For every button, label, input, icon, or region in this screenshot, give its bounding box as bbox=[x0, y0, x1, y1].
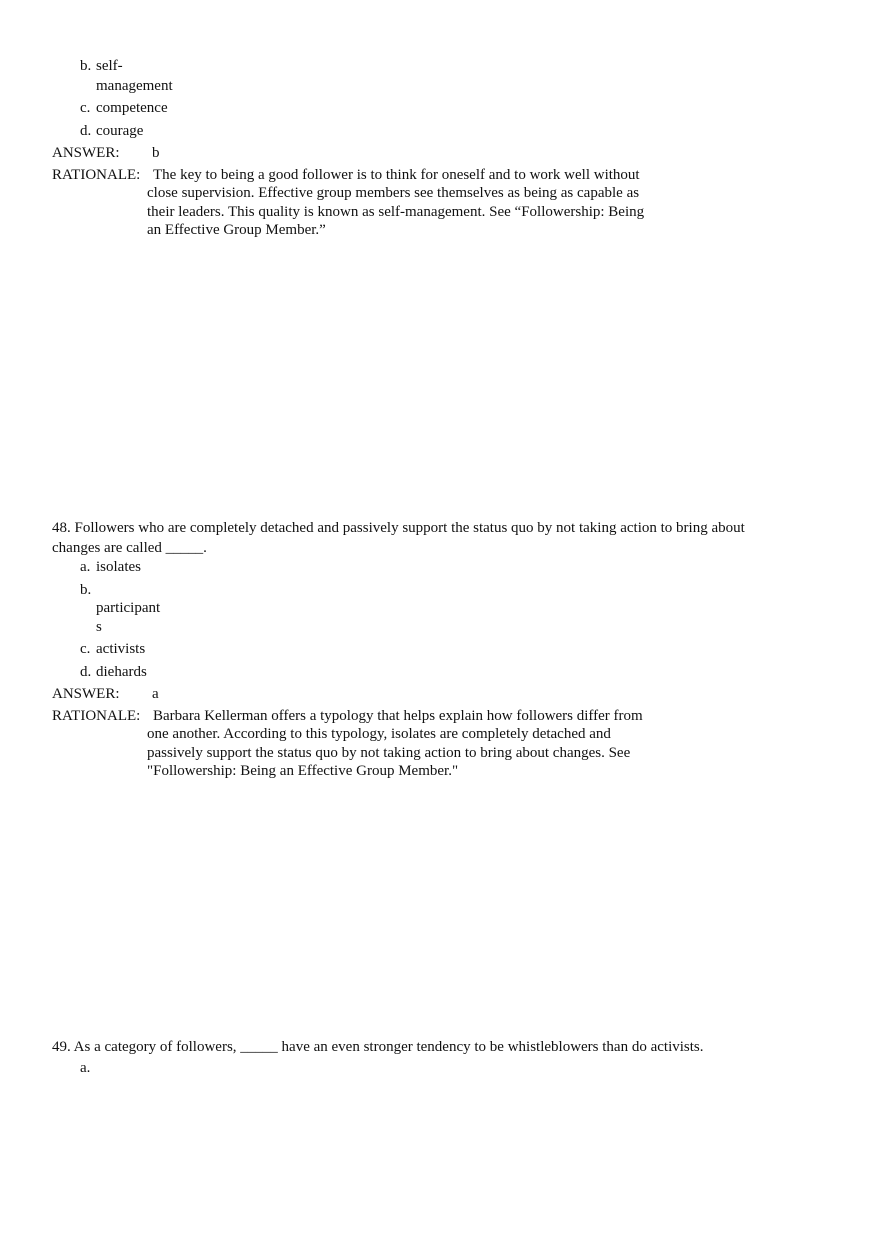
option-text: management bbox=[96, 78, 173, 94]
option-letter: c. bbox=[80, 100, 91, 116]
rationale-line: their leaders. This quality is known as self-management. See “Followership: Being bbox=[147, 204, 645, 220]
option-text: s bbox=[96, 619, 102, 635]
rationale-line: "Followership: Being an Effective Group Member." bbox=[147, 763, 459, 779]
question-text: changes are called _____. bbox=[52, 540, 207, 556]
rationale-line: The key to being a good follower is to think for oneself and to work well without bbox=[153, 167, 640, 183]
option-text: isolates bbox=[96, 559, 141, 575]
option-text: competence bbox=[96, 100, 168, 116]
rationale-line: passively support the status quo by not taking action to bring about changes. See bbox=[147, 745, 631, 761]
question-text: 49. As a category of followers, _____ have an even stronger tendency to be whistleblowers than do activists. bbox=[52, 1039, 704, 1055]
answer-label: ANSWER: bbox=[52, 145, 120, 161]
option-letter: a. bbox=[80, 559, 91, 575]
option-text: courage bbox=[96, 123, 144, 139]
option-letter: c. bbox=[80, 641, 91, 657]
answer-value: a bbox=[152, 686, 159, 702]
rationale-line: an Effective Group Member.” bbox=[147, 222, 326, 238]
option-letter: b. bbox=[80, 582, 92, 598]
answer-label: ANSWER: bbox=[52, 686, 120, 702]
rationale-label: RATIONALE: bbox=[52, 167, 141, 183]
option-letter: d. bbox=[80, 123, 92, 139]
option-text: activists bbox=[96, 641, 146, 657]
rationale-line: Barbara Kellerman offers a typology that helps explain how followers differ from bbox=[153, 708, 643, 724]
option-text: self- bbox=[96, 58, 123, 74]
option-letter: a. bbox=[80, 1060, 91, 1076]
option-text: diehards bbox=[96, 664, 147, 680]
answer-value: b bbox=[152, 145, 160, 161]
rationale-line: close supervision. Effective group members see themselves as being as capable as bbox=[147, 185, 640, 201]
rationale-label: RATIONALE: bbox=[52, 708, 141, 724]
option-text: participant bbox=[96, 600, 161, 616]
option-letter: d. bbox=[80, 664, 92, 680]
option-letter: b. bbox=[80, 58, 92, 74]
question-text: 48. Followers who are completely detached and passively support the status quo by not taking action to bring about bbox=[52, 520, 745, 536]
rationale-line: one another. According to this typology, isolates are completely detached and bbox=[147, 726, 611, 742]
